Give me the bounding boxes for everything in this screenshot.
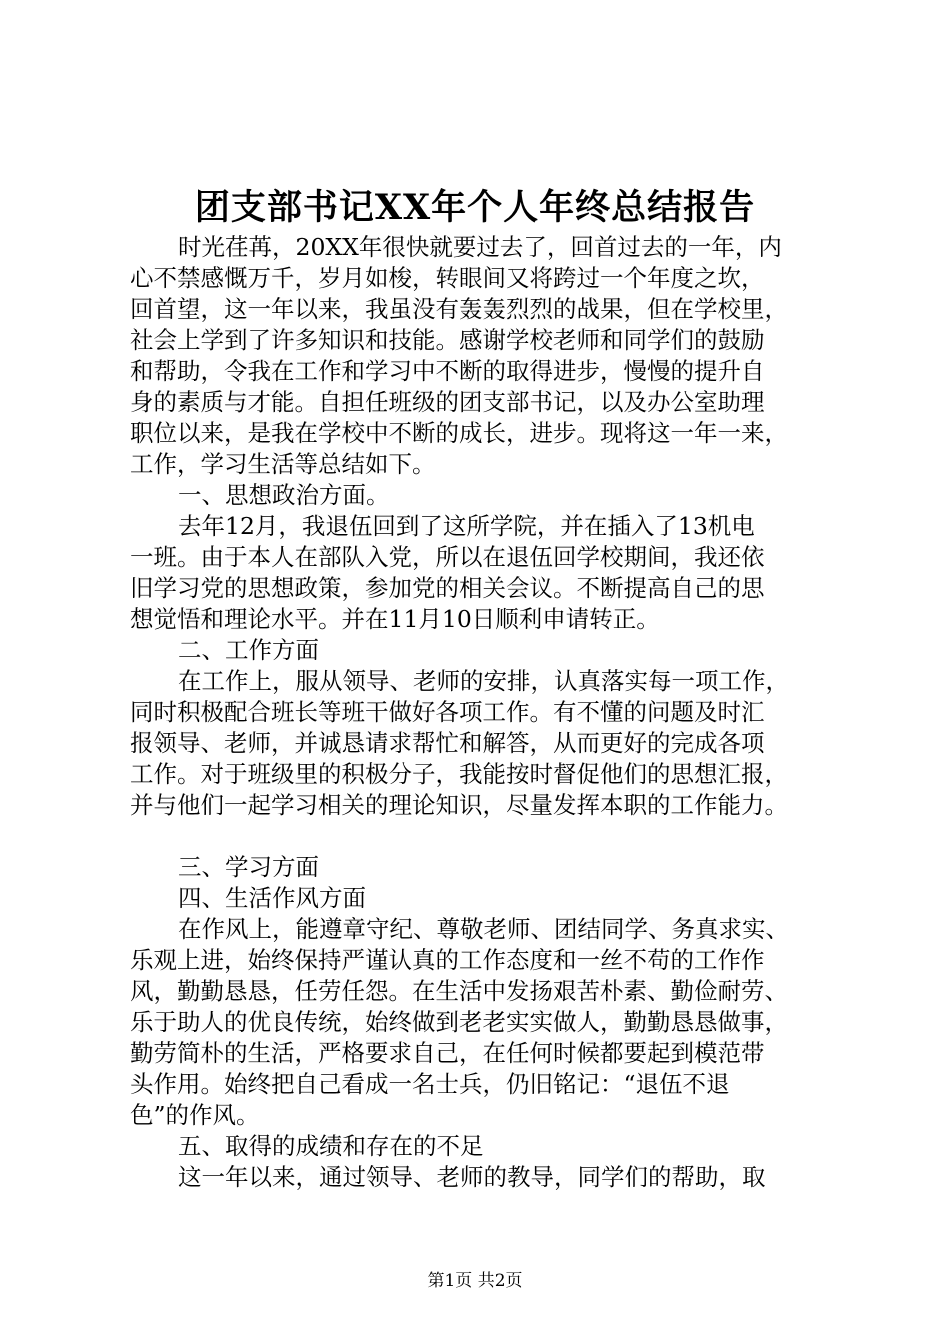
blank-line <box>130 821 830 852</box>
text-line: 一班。由于本人在部队入党，所以在退伍回学校期间，我还依 <box>130 543 765 571</box>
text-line: 五、取得的成绩和存在的不足 <box>178 1132 484 1160</box>
text-line: 同时积极配合班长等班干做好各项工作。有不懂的问题及时汇 <box>130 698 765 726</box>
text-line: 工作，学习生活等总结如下。 <box>130 450 436 478</box>
text-line: 乐于助人的优良传统，始终做到老老实实做人，勤勤恳恳做事， <box>130 1008 788 1036</box>
text-line: 在作风上，能遵章守纪、尊敬老师、团结同学、务真求实、 <box>178 915 789 943</box>
text-line: 想觉悟和理论水平。并在11月10日顺利申请转正。 <box>130 605 660 633</box>
text-line: 色”的作风。 <box>130 1101 260 1129</box>
text-line: 心不禁感慨万千，岁月如梭，转眼间又将跨过一个年度之坎， <box>130 264 765 292</box>
text-line: 三、学习方面 <box>178 853 319 881</box>
text-line: 报领导、老师，并诚恳请求帮忙和解答，从而更好的完成各项 <box>130 729 765 757</box>
document-title: 团支部书记XX年个人年终总结报告 <box>194 187 756 228</box>
text-line: 风，勤勤恳恳，任劳任怨。在生活中发扬艰苦朴素、勤俭耐劳、 <box>130 977 788 1005</box>
text-line: 这一年以来，通过领导、老师的教导，同学们的帮助，取 <box>178 1163 766 1191</box>
text-line: 社会上学到了许多知识和技能。感谢学校老师和同学们的鼓励 <box>130 326 765 354</box>
text-line: 工作。对于班级里的积极分子，我能按时督促他们的思想汇报， <box>130 760 788 788</box>
text-line: 二、工作方面 <box>178 636 319 664</box>
text-line: 去年12月，我退伍回到了这所学院，并在插入了13机电 <box>178 512 755 540</box>
text-line: 头作用。始终把自己看成一名士兵，仍旧铭记：“退伍不退 <box>130 1070 730 1098</box>
text-line: 回首望，这一年以来，我虽没有轰轰烈烈的战果，但在学校里， <box>130 295 788 323</box>
text-line: 一、思想政治方面。 <box>178 481 390 509</box>
text-line: 时光荏苒，20XX年很快就要过去了，回首过去的一年，内 <box>178 233 782 261</box>
text-line: 并与他们一起学习相关的理论知识，尽量发挥本职的工作能力。 <box>130 791 788 819</box>
text-line: 勤劳简朴的生活，严格要求自己，在任何时候都要起到模范带 <box>130 1039 765 1067</box>
document-body <box>130 232 830 1193</box>
text-line: 职位以来，是我在学校中不断的成长，进步。现将这一年一来， <box>130 419 788 447</box>
page-footer: 第1页 共2页 <box>427 1271 523 1291</box>
text-line: 和帮助，令我在工作和学习中不断的取得进步，慢慢的提升自 <box>130 357 765 385</box>
text-line: 旧学习党的思想政策，参加党的相关会议。不断提高自己的思 <box>130 574 765 602</box>
text-line: 乐观上进，始终保持严谨认真的工作态度和一丝不苟的工作作 <box>130 946 765 974</box>
text-line: 身的素质与才能。自担任班级的团支部书记，以及办公室助理 <box>130 388 765 416</box>
text-line: 在工作上，服从领导、老师的安排，认真落实每一项工作， <box>178 667 789 695</box>
text-line: 四、生活作风方面 <box>178 884 366 912</box>
